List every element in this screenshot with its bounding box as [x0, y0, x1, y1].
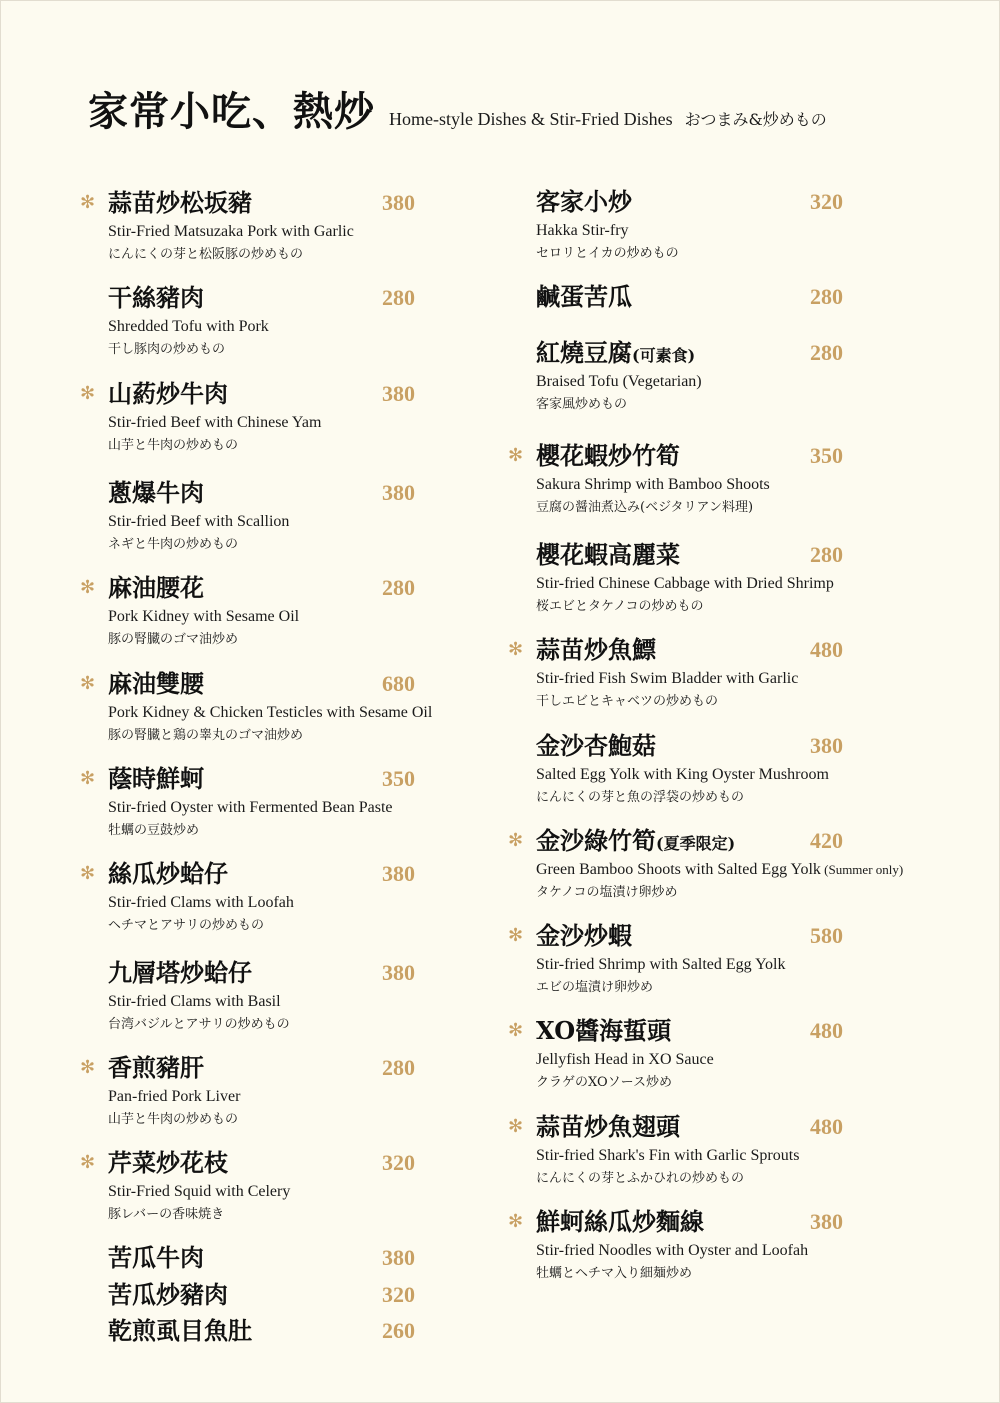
dish-name-japanese: 豚の腎臓と鶏の睾丸のゴマ油炒め: [108, 728, 304, 743]
recommended-star-icon: ✻: [508, 1211, 524, 1232]
dish-name-chinese: 苦瓜牛肉: [108, 1243, 204, 1272]
dish-name-japanese: 干しエビとキャベツの炒めもの: [536, 694, 719, 709]
dish-name-japanese: にんにくの芽と魚の浮袋の炒めもの: [536, 790, 745, 805]
dish-name-english: Stir-fried Oyster with Fermented Bean Paste: [108, 799, 393, 816]
dish-name-chinese: 乾煎虱目魚肚: [108, 1316, 252, 1345]
dish-name-chinese: 蔥爆牛肉: [108, 478, 204, 507]
dish-name-chinese: 香煎豬肝: [108, 1053, 204, 1082]
dish-name-chinese: 蒜苗炒魚翅頭: [536, 1112, 680, 1141]
recommended-star-icon: ✻: [80, 1152, 96, 1173]
dish-name-english: Sakura Shrimp with Bamboo Shoots: [536, 476, 770, 493]
dish-price: 280: [382, 285, 415, 310]
dish-price: 480: [810, 637, 843, 662]
dish-name-chinese: 櫻花蝦炒竹筍: [536, 441, 680, 470]
dish-name-english: Green Bamboo Shoots with Salted Egg Yolk (Summer only): [536, 861, 904, 878]
dish-name-chinese: 鹹蛋苦瓜: [536, 282, 632, 311]
dish-name-english: Salted Egg Yolk with King Oyster Mushroom: [536, 766, 829, 783]
dish-price: 480: [810, 1018, 843, 1043]
dish-name-chinese: 櫻花蝦高麗菜: [536, 540, 680, 569]
dish-name-japanese: にんにくの芽と松阪豚の炒めもの: [108, 247, 304, 262]
dish-name-english: Stir-fried Beef with Chinese Yam: [108, 414, 322, 431]
dish-name-english: Pork Kidney with Sesame Oil: [108, 608, 300, 625]
page-title: 家常小吃、熱炒: [88, 88, 375, 135]
dish-name-japanese: にんにくの芽とふかひれの炒めもの: [536, 1171, 745, 1186]
recommended-star-icon: ✻: [508, 1020, 524, 1041]
dish-name-english: Stir-Fried Squid with Celery: [108, 1183, 291, 1200]
dish-price: 380: [382, 960, 415, 985]
dish-name-chinese: 金沙杏鮑菇: [536, 731, 656, 760]
dish-name-english: Stir-fried Noodles with Oyster and Loofah: [536, 1242, 809, 1259]
dish-name-japanese: 客家風炒めもの: [536, 397, 628, 412]
recommended-star-icon: ✻: [80, 383, 96, 404]
dish-name-english: Stir-fried Shrimp with Salted Egg Yolk: [536, 956, 786, 973]
dish-price: 580: [810, 923, 843, 948]
recommended-star-icon: ✻: [508, 925, 524, 946]
dish-name-english: Pan-fried Pork Liver: [108, 1088, 241, 1105]
dish-name-japanese: クラゲのXOソース炒め: [536, 1075, 673, 1090]
dish-name-chinese: 絲瓜炒蛤仔: [108, 859, 228, 888]
dish-name-chinese: 干絲豬肉: [108, 283, 204, 312]
dish-price: 280: [810, 340, 843, 365]
dish-name-japanese: エビの塩漬け卵炒め: [536, 980, 654, 995]
dish-price: 320: [382, 1150, 415, 1175]
recommended-star-icon: ✻: [80, 577, 96, 598]
dish-price: 260: [382, 1318, 415, 1343]
dish-name-chinese: 山葯炒牛肉: [108, 379, 228, 408]
dish-name-english: Stir-fried Chinese Cabbage with Dried Shrimp: [536, 575, 834, 592]
dish-name-japanese: 豚レバーの香味焼き: [108, 1207, 225, 1222]
dish-price: 380: [382, 190, 415, 215]
recommended-star-icon: ✻: [80, 863, 96, 884]
dish-price: 280: [810, 542, 843, 567]
recommended-star-icon: ✻: [508, 445, 524, 466]
dish-price: 420: [810, 828, 843, 853]
dish-price: 680: [382, 671, 415, 696]
dish-name-english: Hakka Stir-fry: [536, 222, 629, 239]
dish-note: (夏季限定): [656, 834, 736, 853]
dish-name-japanese: 山芋と牛肉の炒めもの: [108, 1112, 239, 1127]
dish-name-chinese: 蔭時鮮蚵: [108, 764, 204, 793]
dish-name-english: Braised Tofu (Vegetarian): [536, 373, 702, 390]
dish-name-japanese: タケノコの塩漬け卵炒め: [536, 885, 678, 900]
dish-name-chinese: 金沙炒蝦: [536, 921, 632, 950]
recommended-star-icon: ✻: [508, 830, 524, 851]
menu-header: [88, 80, 827, 137]
dish-name-japanese: 牡蠣とヘチマ入り細麺炒め: [536, 1266, 693, 1281]
page-title-japanese: おつまみ&炒めもの: [684, 110, 827, 129]
recommended-star-icon: ✻: [80, 1057, 96, 1078]
dish-name-english: Stir-Fried Matsuzaka Pork with Garlic: [108, 223, 354, 240]
dish-name-chinese: 蒜苗炒松坂豬: [108, 188, 252, 217]
recommended-star-icon: ✻: [508, 1116, 524, 1137]
dish-note-english: (Summer only): [820, 862, 904, 877]
dish-name-chinese: 蒜苗炒魚鰾: [536, 635, 656, 664]
dish-price: 380: [810, 733, 843, 758]
dish-name-japanese: ネギと牛肉の炒めもの: [108, 537, 239, 552]
dish-name-chinese: 客家小炒: [536, 187, 632, 216]
dish-name-chinese: 麻油雙腰: [108, 669, 204, 698]
dish-name-english: Shredded Tofu with Pork: [108, 318, 269, 335]
recommended-star-icon: ✻: [80, 768, 96, 789]
dish-name-chinese: 鮮蚵絲瓜炒麵線: [536, 1207, 704, 1236]
dish-name-chinese: 麻油腰花: [108, 573, 204, 602]
dish-name-japanese: セロリとイカの炒めもの: [536, 246, 679, 261]
dish-price: 380: [810, 1209, 843, 1234]
dish-name-english: Jellyfish Head in XO Sauce: [536, 1051, 714, 1068]
dish-price: 280: [810, 284, 843, 309]
dish-name-chinese: 金沙綠竹筍(夏季限定): [536, 826, 736, 855]
dish-price: 380: [382, 480, 415, 505]
dish-name-chinese: 九層塔炒蛤仔: [108, 958, 252, 987]
dish-name-english: Stir-fried Fish Swim Bladder with Garlic: [536, 670, 799, 687]
dish-note: (可素食): [632, 346, 696, 365]
dish-name-english: Pork Kidney & Chicken Testicles with Sesame Oil: [108, 704, 433, 721]
dish-name-japanese: 豆腐の醤油煮込み(ベジタリアン料理): [536, 500, 754, 515]
dish-price: 480: [810, 1114, 843, 1139]
dish-price: 280: [382, 1055, 415, 1080]
dish-name-chinese: XO醬海蜇頭: [536, 1016, 672, 1045]
dish-name-english: Stir-fried Clams with Basil: [108, 993, 281, 1010]
dish-name-chinese: 紅燒豆腐(可素食): [536, 338, 696, 367]
dish-name-japanese: 干し豚肉の炒めもの: [108, 342, 226, 357]
dish-name-japanese: 山芋と牛肉の炒めもの: [108, 438, 239, 453]
dish-name-japanese: 豚の腎臓のゴマ油炒め: [108, 632, 239, 647]
dish-price: 380: [382, 1245, 415, 1270]
recommended-star-icon: ✻: [80, 673, 96, 694]
dish-price: 350: [810, 443, 843, 468]
dish-name-japanese: 牡蠣の豆鼓炒め: [108, 823, 200, 838]
dish-name-chinese: 芹菜炒花枝: [108, 1148, 228, 1177]
dish-price: 320: [382, 1282, 415, 1307]
dish-name-japanese: 台湾バジルとアサリの炒めもの: [108, 1017, 290, 1032]
page-title-english: Home-style Dishes & Stir-Fried Dishes: [389, 109, 673, 129]
dish-price: 350: [382, 766, 415, 791]
recommended-star-icon: ✻: [508, 639, 524, 660]
dish-name-english: Stir-fried Beef with Scallion: [108, 513, 290, 530]
dish-name-chinese: 苦瓜炒豬肉: [108, 1280, 228, 1309]
dish-price: 380: [382, 861, 415, 886]
dish-name-english: Stir-fried Clams with Loofah: [108, 894, 294, 911]
dish-name-japanese: ヘチマとアサリの炒めもの: [108, 918, 265, 933]
dish-price: 380: [382, 381, 415, 406]
dish-price: 280: [382, 575, 415, 600]
dish-name-japanese: 桜エビとタケノコの炒めもの: [536, 599, 704, 614]
dish-name-english: Stir-fried Shark's Fin with Garlic Sprouts: [536, 1147, 800, 1164]
recommended-star-icon: ✻: [80, 192, 96, 213]
dish-price: 320: [810, 189, 843, 214]
